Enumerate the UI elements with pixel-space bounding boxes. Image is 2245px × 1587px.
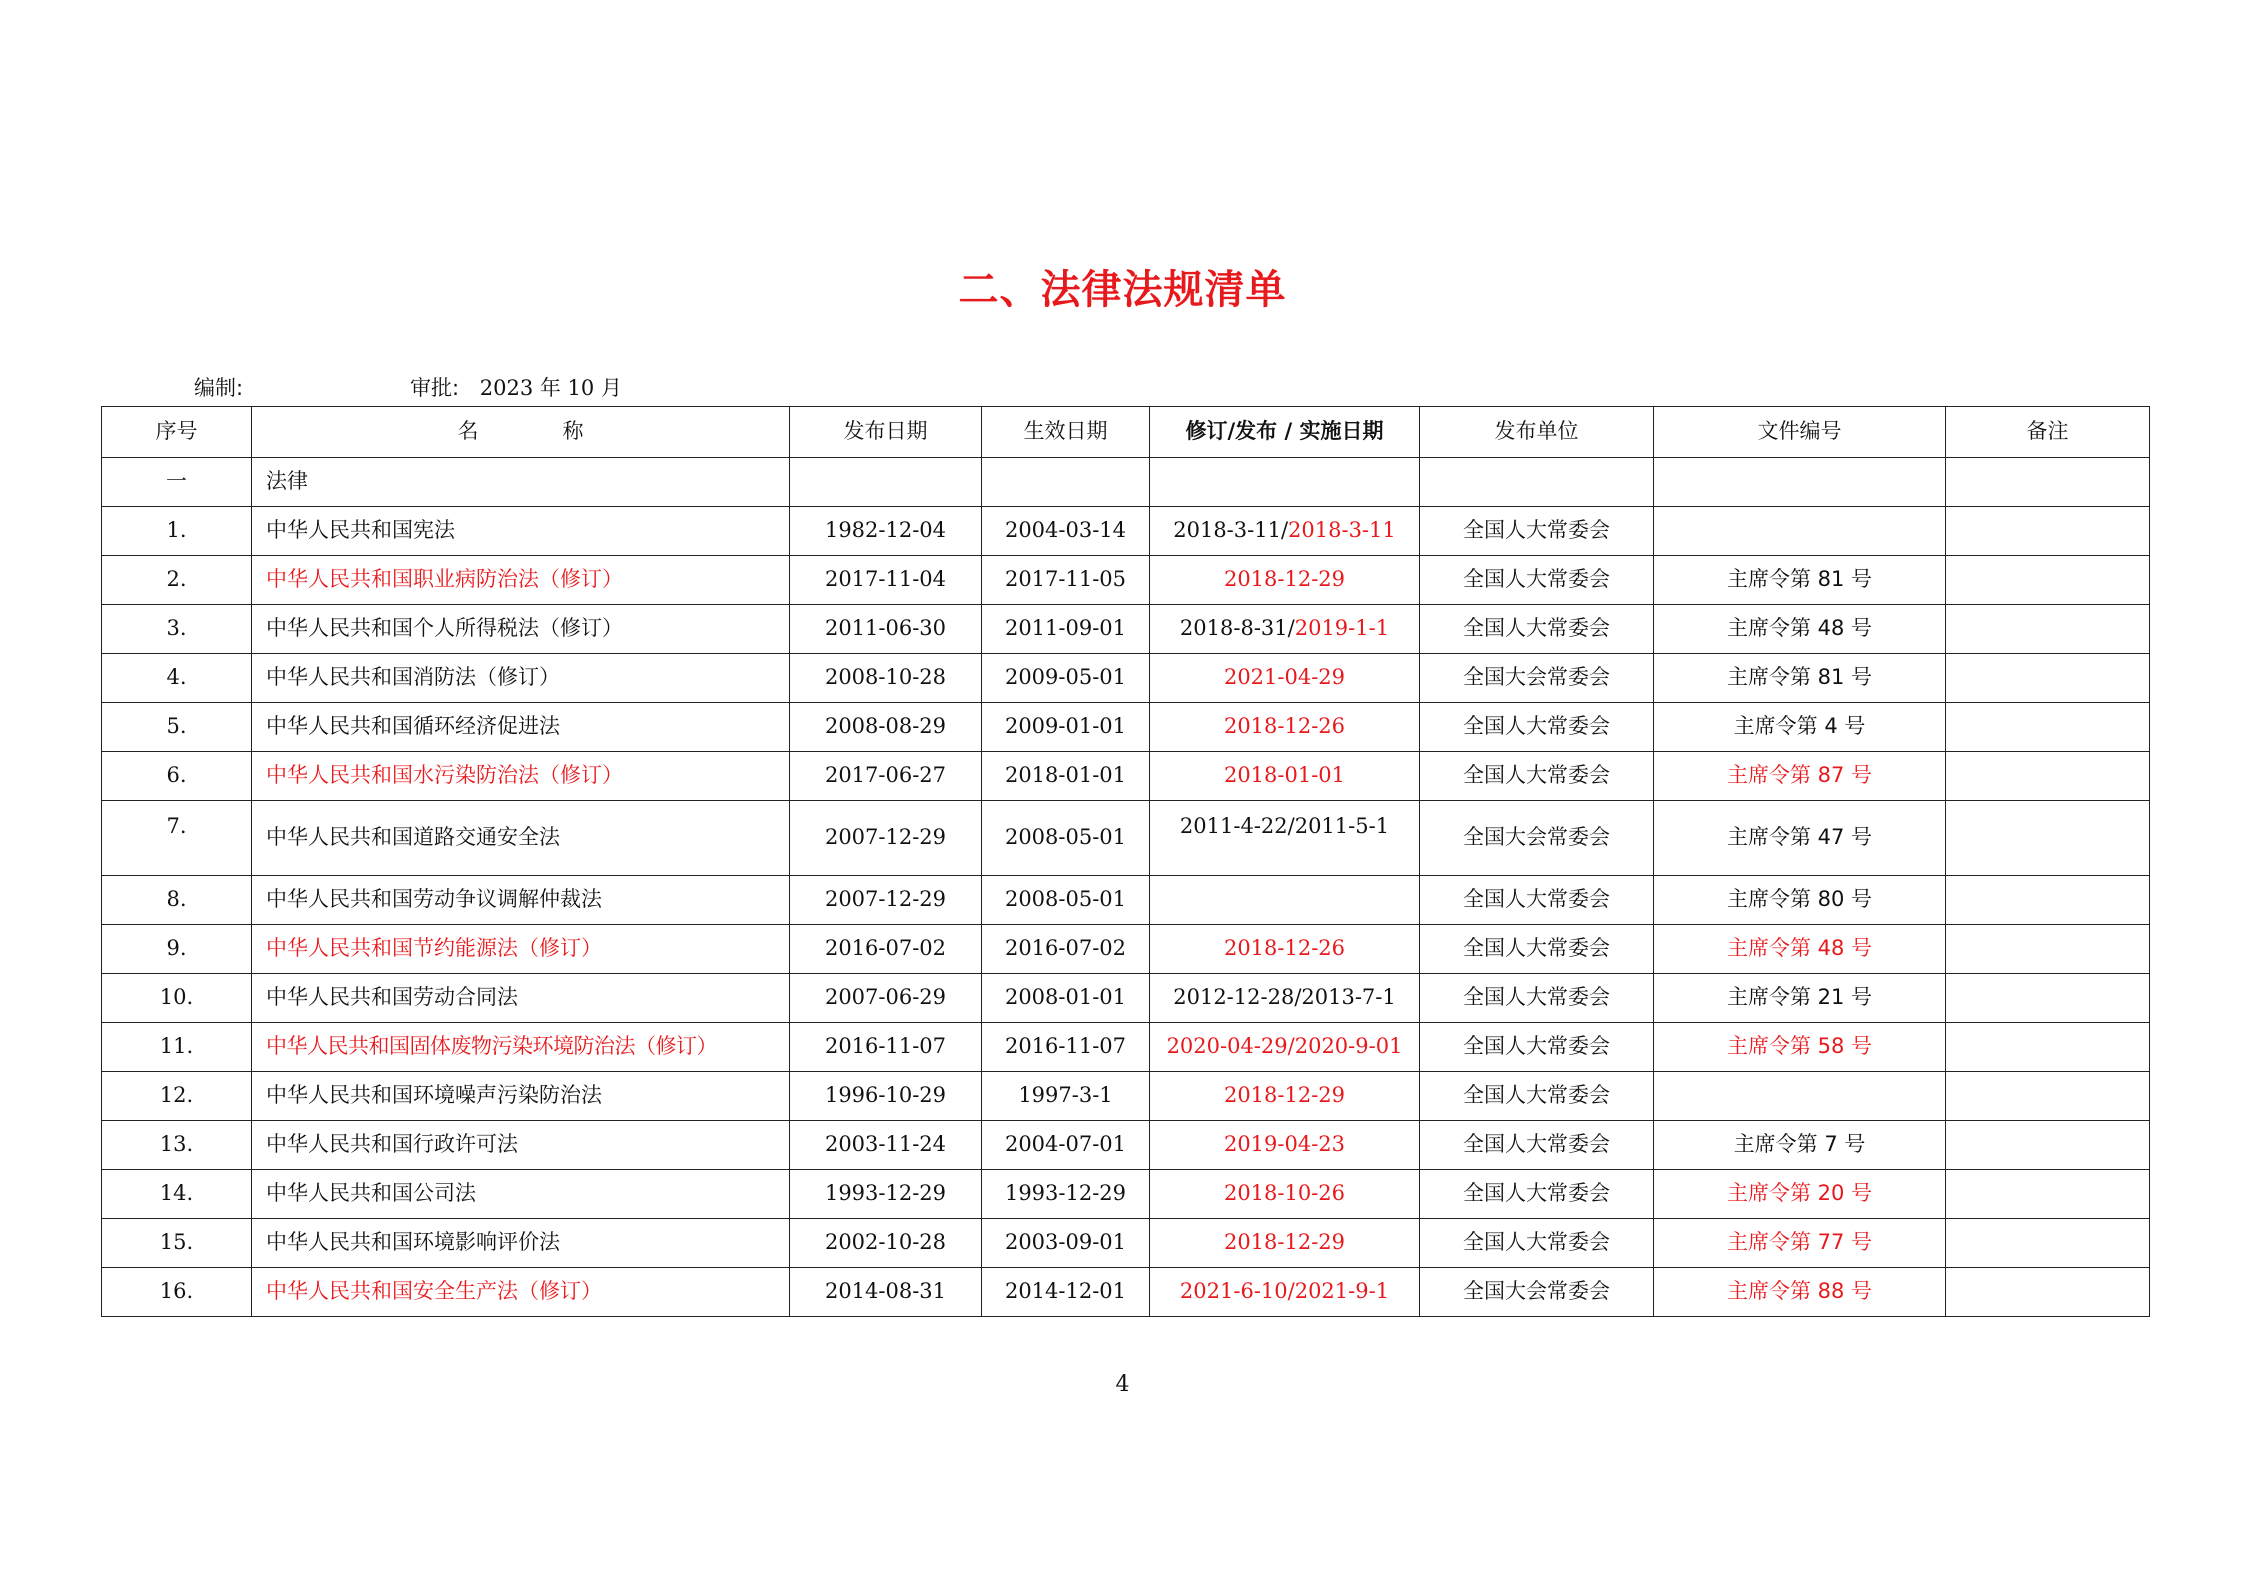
header-publish-date: 发布日期 <box>790 407 982 458</box>
revision-part-a: 2018-8-31/ <box>1179 616 1295 641</box>
header-unit: 发布单位 <box>1420 407 1654 458</box>
row-seq: 14. <box>102 1170 252 1219</box>
row-unit: 全国人大常委会 <box>1420 1023 1654 1072</box>
row-effective-date: 2004-03-14 <box>982 507 1150 556</box>
row-unit: 全国人大常委会 <box>1420 556 1654 605</box>
row-doc-no: 主席令第 80 号 <box>1654 876 1946 925</box>
row-effective-date: 2017-11-05 <box>982 556 1150 605</box>
row-remark <box>1946 703 2150 752</box>
header-revision-date: 修订/发布 / 实施日期 <box>1150 407 1420 458</box>
row-effective-date: 2009-05-01 <box>982 654 1150 703</box>
row-publish-date: 2003-11-24 <box>790 1121 982 1170</box>
section-row <box>102 458 2150 507</box>
row-doc-no: 主席令第 20 号 <box>1654 1170 1946 1219</box>
row-remark <box>1946 1023 2150 1072</box>
row-publish-date: 2007-06-29 <box>790 974 982 1023</box>
row-revision-date <box>1150 556 1420 605</box>
row-publish-date: 1996-10-29 <box>790 1072 982 1121</box>
row-name: 中华人民共和国个人所得税法（修订） <box>252 605 790 654</box>
row-effective-date: 2018-01-01 <box>982 752 1150 801</box>
header-name: 名 称 <box>252 407 790 458</box>
row-seq: 5. <box>102 703 252 752</box>
approver-label: 审批: <box>410 376 460 400</box>
revision-part-a: 2011-4-22/2011-5-1 <box>1179 814 1390 838</box>
row-unit: 全国人大常委会 <box>1420 507 1654 556</box>
row-name: 中华人民共和国劳动争议调解仲裁法 <box>252 876 790 925</box>
row-unit: 全国人大常委会 <box>1420 1121 1654 1170</box>
row-seq: 13. <box>102 1121 252 1170</box>
table-row <box>102 654 2150 703</box>
approver-field <box>410 372 622 402</box>
row-revision-date <box>1150 974 1420 1023</box>
table-row <box>102 556 2150 605</box>
table-row <box>102 605 2150 654</box>
row-doc-no: 主席令第 4 号 <box>1654 703 1946 752</box>
row-remark <box>1946 605 2150 654</box>
row-effective-date: 2016-11-07 <box>982 1023 1150 1072</box>
section-name: 法律 <box>252 458 790 507</box>
row-seq: 10. <box>102 974 252 1023</box>
header-effective-date: 生效日期 <box>982 407 1150 458</box>
revision-part-a: 2012-12-28/2013-7-1 <box>1173 985 1396 1010</box>
revision-part-b: 2019-1-1 <box>1294 616 1390 641</box>
row-name: 中华人民共和国节约能源法（修订） <box>252 925 790 974</box>
row-publish-date: 2007-12-29 <box>790 876 982 925</box>
row-seq: 16. <box>102 1268 252 1317</box>
row-publish-date: 2011-06-30 <box>790 605 982 654</box>
section-seq: 一 <box>102 458 252 507</box>
row-remark <box>1946 974 2150 1023</box>
row-doc-no: 主席令第 48 号 <box>1654 925 1946 974</box>
row-unit: 全国人大常委会 <box>1420 605 1654 654</box>
row-unit: 全国大会常委会 <box>1420 654 1654 703</box>
row-name: 中华人民共和国职业病防治法（修订） <box>252 556 790 605</box>
compile-date: 2023 年 10 月 <box>479 376 622 400</box>
empty-cell <box>1654 458 1946 507</box>
row-unit: 全国人大常委会 <box>1420 1072 1654 1121</box>
row-name: 中华人民共和国固体废物污染环境防治法（修订） <box>252 1023 790 1072</box>
row-remark <box>1946 1072 2150 1121</box>
row-publish-date: 2017-06-27 <box>790 752 982 801</box>
row-remark <box>1946 1121 2150 1170</box>
revision-part-b: 2019-04-23 <box>1223 1132 1346 1157</box>
page-number: 4 <box>1115 1372 1130 1397</box>
revision-part-b: 2018-12-26 <box>1223 936 1346 961</box>
row-unit: 全国人大常委会 <box>1420 1219 1654 1268</box>
row-remark <box>1946 556 2150 605</box>
empty-cell <box>790 458 982 507</box>
row-revision-date <box>1150 1219 1420 1268</box>
compiler-field <box>194 372 243 402</box>
row-revision-date <box>1150 1121 1420 1170</box>
row-name: 中华人民共和国行政许可法 <box>252 1121 790 1170</box>
empty-cell <box>1420 458 1654 507</box>
table-row <box>102 703 2150 752</box>
header-doc-no: 文件编号 <box>1654 407 1946 458</box>
revision-part-b: 2018-12-26 <box>1223 714 1346 739</box>
row-remark <box>1946 876 2150 925</box>
row-publish-date: 1993-12-29 <box>790 1170 982 1219</box>
row-name: 中华人民共和国环境影响评价法 <box>252 1219 790 1268</box>
row-effective-date: 2008-01-01 <box>982 974 1150 1023</box>
empty-cell <box>1946 458 2150 507</box>
row-unit: 全国人大常委会 <box>1420 974 1654 1023</box>
row-publish-date: 2008-08-29 <box>790 703 982 752</box>
row-effective-date: 1993-12-29 <box>982 1170 1150 1219</box>
row-publish-date: 2017-11-04 <box>790 556 982 605</box>
row-name: 中华人民共和国安全生产法（修订） <box>252 1268 790 1317</box>
row-doc-no: 主席令第 87 号 <box>1654 752 1946 801</box>
row-remark <box>1946 752 2150 801</box>
row-unit: 全国人大常委会 <box>1420 703 1654 752</box>
row-name: 中华人民共和国水污染防治法（修订） <box>252 752 790 801</box>
row-name: 中华人民共和国道路交通安全法 <box>252 801 790 876</box>
row-name: 中华人民共和国宪法 <box>252 507 790 556</box>
row-remark <box>1946 507 2150 556</box>
row-publish-date: 1982-12-04 <box>790 507 982 556</box>
row-name: 中华人民共和国消防法（修订） <box>252 654 790 703</box>
table-row <box>102 1170 2150 1219</box>
law-regulation-table <box>101 406 2150 1317</box>
revision-part-b: 2018-01-01 <box>1223 763 1346 788</box>
row-seq: 9. <box>102 925 252 974</box>
row-seq: 11. <box>102 1023 252 1072</box>
row-revision-date <box>1150 752 1420 801</box>
row-effective-date: 2003-09-01 <box>982 1219 1150 1268</box>
row-revision-date <box>1150 1072 1420 1121</box>
row-name: 中华人民共和国环境噪声污染防治法 <box>252 1072 790 1121</box>
row-doc-no <box>1654 1072 1946 1121</box>
row-revision-date <box>1150 1268 1420 1317</box>
row-effective-date: 2008-05-01 <box>982 801 1150 876</box>
row-publish-date: 2016-11-07 <box>790 1023 982 1072</box>
row-publish-date: 2007-12-29 <box>790 801 982 876</box>
row-seq: 12. <box>102 1072 252 1121</box>
table-row <box>102 974 2150 1023</box>
row-effective-date: 2014-12-01 <box>982 1268 1150 1317</box>
row-name: 中华人民共和国公司法 <box>252 1170 790 1219</box>
row-remark <box>1946 925 2150 974</box>
row-remark <box>1946 1268 2150 1317</box>
row-revision-date <box>1150 1170 1420 1219</box>
row-seq: 4. <box>102 654 252 703</box>
row-name: 中华人民共和国劳动合同法 <box>252 974 790 1023</box>
table-row <box>102 925 2150 974</box>
empty-cell <box>982 458 1150 507</box>
empty-cell <box>1150 458 1420 507</box>
row-effective-date: 2004-07-01 <box>982 1121 1150 1170</box>
row-doc-no: 主席令第 81 号 <box>1654 556 1946 605</box>
revision-part-b: 2020-04-29/2020-9-01 <box>1166 1034 1403 1059</box>
row-seq: 6. <box>102 752 252 801</box>
compiler-label: 编制: <box>194 376 244 400</box>
row-remark <box>1946 1170 2150 1219</box>
row-revision-date <box>1150 605 1420 654</box>
row-doc-no <box>1654 507 1946 556</box>
row-publish-date: 2016-07-02 <box>790 925 982 974</box>
row-remark <box>1946 654 2150 703</box>
row-revision-date <box>1150 1023 1420 1072</box>
header-remark: 备注 <box>1946 407 2150 458</box>
row-seq: 15. <box>102 1219 252 1268</box>
table-row <box>102 876 2150 925</box>
table-row <box>102 1121 2150 1170</box>
row-unit: 全国人大常委会 <box>1420 925 1654 974</box>
revision-part-b: 2018-12-29 <box>1223 567 1346 592</box>
row-remark <box>1946 801 2150 876</box>
row-unit: 全国人大常委会 <box>1420 1170 1654 1219</box>
revision-part-b: 2018-3-11 <box>1288 518 1396 543</box>
row-doc-no: 主席令第 81 号 <box>1654 654 1946 703</box>
row-unit: 全国人大常委会 <box>1420 876 1654 925</box>
revision-part-a: 2018-3-11/ <box>1173 518 1289 543</box>
row-name: 中华人民共和国循环经济促进法 <box>252 703 790 752</box>
revision-part-b: 2021-04-29 <box>1223 665 1346 690</box>
table-row <box>102 1268 2150 1317</box>
table-row <box>102 1072 2150 1121</box>
row-unit: 全国大会常委会 <box>1420 1268 1654 1317</box>
row-doc-no: 主席令第 88 号 <box>1654 1268 1946 1317</box>
row-effective-date: 2008-05-01 <box>982 876 1150 925</box>
row-doc-no: 主席令第 47 号 <box>1654 801 1946 876</box>
row-doc-no: 主席令第 48 号 <box>1654 605 1946 654</box>
revision-part-b: 2018-12-29 <box>1223 1230 1346 1255</box>
revision-part-b: 2018-10-26 <box>1223 1181 1346 1206</box>
row-doc-no: 主席令第 21 号 <box>1654 974 1946 1023</box>
row-seq: 3. <box>102 605 252 654</box>
page-title: 二、法律法规清单 <box>958 267 1287 313</box>
row-revision-date <box>1150 801 1420 876</box>
row-seq: 7. <box>102 801 252 876</box>
row-effective-date: 1997-3-1 <box>982 1072 1150 1121</box>
row-publish-date: 2014-08-31 <box>790 1268 982 1317</box>
row-revision-date <box>1150 703 1420 752</box>
row-seq: 2. <box>102 556 252 605</box>
revision-part-b: 2018-12-29 <box>1223 1083 1346 1108</box>
table-row <box>102 1023 2150 1072</box>
row-revision-date <box>1150 876 1420 925</box>
row-revision-date <box>1150 507 1420 556</box>
row-publish-date: 2008-10-28 <box>790 654 982 703</box>
row-revision-date <box>1150 925 1420 974</box>
table-row <box>102 801 2150 876</box>
row-unit: 全国人大常委会 <box>1420 752 1654 801</box>
row-doc-no: 主席令第 7 号 <box>1654 1121 1946 1170</box>
table-header-row <box>102 407 2150 458</box>
row-seq: 8. <box>102 876 252 925</box>
header-seq: 序号 <box>102 407 252 458</box>
table-row <box>102 752 2150 801</box>
row-seq: 1. <box>102 507 252 556</box>
row-revision-date <box>1150 654 1420 703</box>
row-publish-date: 2002-10-28 <box>790 1219 982 1268</box>
row-unit: 全国大会常委会 <box>1420 801 1654 876</box>
row-doc-no: 主席令第 77 号 <box>1654 1219 1946 1268</box>
table-row <box>102 507 2150 556</box>
row-effective-date: 2009-01-01 <box>982 703 1150 752</box>
row-doc-no: 主席令第 58 号 <box>1654 1023 1946 1072</box>
row-remark <box>1946 1219 2150 1268</box>
row-effective-date: 2011-09-01 <box>982 605 1150 654</box>
row-effective-date: 2016-07-02 <box>982 925 1150 974</box>
table-row <box>102 1219 2150 1268</box>
revision-part-b: 2021-6-10/2021-9-1 <box>1179 1279 1390 1304</box>
